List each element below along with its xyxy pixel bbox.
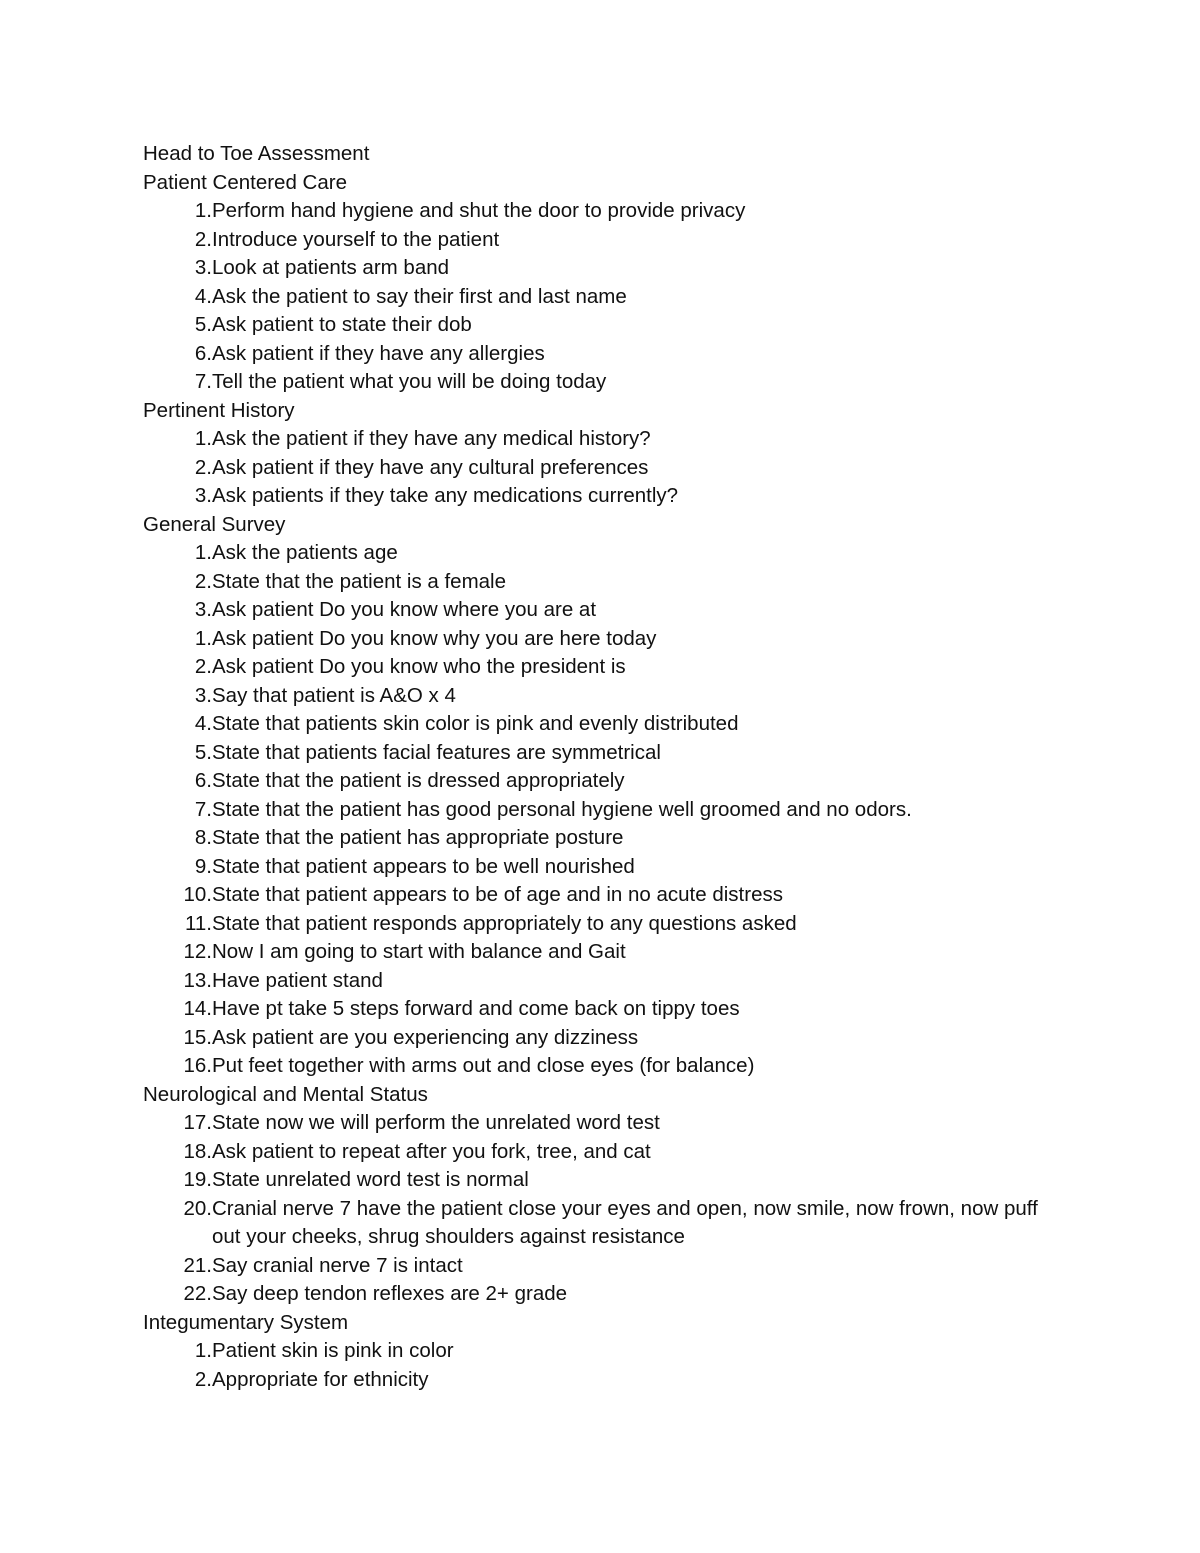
list-item-number: 17. bbox=[183, 1111, 212, 1134]
list-item bbox=[143, 739, 1083, 768]
list-item-text: Ask the patient to say their first and last name bbox=[212, 284, 627, 308]
list-item bbox=[143, 625, 1083, 654]
list-item bbox=[143, 653, 1083, 682]
list-item-number: 7. bbox=[194, 797, 212, 821]
list-item-number: 1. bbox=[194, 427, 212, 450]
numbered-list bbox=[143, 425, 1083, 511]
list-item bbox=[143, 710, 1083, 739]
list-item-number: 4. bbox=[194, 712, 212, 735]
list-item-number: 21. bbox=[183, 1253, 212, 1277]
list-item-text: State that patients skin color is pink and evenly distributed bbox=[212, 712, 739, 735]
list-item-number: 3. bbox=[194, 256, 212, 279]
list-item bbox=[143, 197, 1083, 226]
list-item bbox=[143, 539, 1083, 568]
list-item-text: Tell the patient what you will be doing today bbox=[212, 370, 607, 393]
list-item bbox=[143, 311, 1083, 340]
list-item-text: Now I am going to start with balance and Gait bbox=[212, 940, 626, 963]
list-item-number: 22. bbox=[183, 1282, 212, 1305]
list-item-text: Cranial nerve 7 have the patient close your eyes and open, now smile, now frown, now puff out your cheeks, shrug shoulders against resistance bbox=[212, 1196, 1038, 1248]
list-item bbox=[143, 1052, 1083, 1081]
list-item-number: 15. bbox=[183, 1025, 212, 1049]
list-item-text: Introduce yourself to the patient bbox=[212, 227, 500, 251]
list-item-text: Ask patient are you experiencing any dizziness bbox=[212, 1025, 639, 1049]
section bbox=[143, 1081, 1083, 1309]
list-item-text: Say cranial nerve 7 is intact bbox=[212, 1253, 463, 1277]
list-item-text: Ask patient Do you know who the president is bbox=[212, 655, 626, 678]
list-item-text: State that the patient is dressed appropriately bbox=[212, 769, 625, 792]
list-item-text: State now we will perform the unrelated word test bbox=[212, 1111, 660, 1134]
list-item-number: 13. bbox=[183, 968, 212, 992]
list-item bbox=[143, 1138, 1083, 1167]
list-item-number: 4. bbox=[194, 284, 212, 308]
list-item-text: State that patient responds appropriately to any questions asked bbox=[212, 911, 797, 935]
list-item-number: 7. bbox=[194, 370, 212, 393]
list-item bbox=[143, 853, 1083, 882]
list-item-text: State that the patient has appropriate posture bbox=[212, 826, 624, 849]
section-title: Patient Centered Care bbox=[143, 170, 347, 194]
list-item-number: 3. bbox=[194, 484, 212, 507]
list-item-text: Have patient stand bbox=[212, 968, 383, 992]
list-item-number: 3. bbox=[194, 683, 212, 707]
list-item-text: Ask patient if they have any cultural preferences bbox=[212, 455, 649, 479]
list-item bbox=[143, 881, 1083, 910]
list-item-number: 2. bbox=[194, 655, 212, 678]
list-item-text: Put feet together with arms out and close eyes (for balance) bbox=[212, 1054, 755, 1077]
list-item-number: 9. bbox=[194, 854, 212, 878]
list-item bbox=[143, 767, 1083, 796]
list-item-text: Perform hand hygiene and shut the door to provide privacy bbox=[212, 199, 746, 222]
list-item-text: Patient skin is pink in color bbox=[212, 1339, 454, 1362]
list-item-text: Ask patient Do you know where you are at bbox=[212, 598, 597, 621]
list-item-text: Ask patient if they have any allergies bbox=[212, 341, 545, 365]
list-item bbox=[143, 454, 1083, 483]
list-item bbox=[143, 368, 1083, 397]
list-item-number: 2. bbox=[194, 455, 212, 479]
section bbox=[143, 397, 1083, 511]
list-item-number: 1. bbox=[194, 199, 212, 222]
numbered-list bbox=[143, 1337, 1083, 1394]
list-item-text: Appropriate for ethnicity bbox=[212, 1367, 429, 1391]
sections-container bbox=[143, 169, 1083, 1395]
list-item bbox=[143, 425, 1083, 454]
list-item-text: State that patients facial features are symmetrical bbox=[212, 740, 661, 764]
list-item-text: State that the patient has good personal hygiene well groomed and no odors. bbox=[212, 797, 912, 821]
list-item-text: Ask patient to state their dob bbox=[212, 313, 472, 336]
list-item bbox=[143, 1366, 1083, 1395]
list-item-text: Have pt take 5 steps forward and come back on tippy toes bbox=[212, 997, 740, 1020]
list-item bbox=[143, 682, 1083, 711]
list-item-text: Ask patients if they take any medications currently? bbox=[212, 484, 679, 507]
list-item bbox=[143, 596, 1083, 625]
list-item bbox=[143, 1280, 1083, 1309]
list-item-number: 10. bbox=[183, 883, 212, 906]
list-item-number: 8. bbox=[194, 826, 212, 849]
list-item bbox=[143, 1166, 1083, 1195]
list-item-number: 18. bbox=[183, 1139, 212, 1163]
list-item bbox=[143, 1337, 1083, 1366]
section-title: General Survey bbox=[143, 512, 286, 536]
list-item-number: 2. bbox=[194, 569, 212, 593]
list-item bbox=[143, 938, 1083, 967]
list-item-number: 1. bbox=[194, 1339, 212, 1362]
list-item bbox=[143, 568, 1083, 597]
list-item-number: 2. bbox=[194, 1367, 212, 1391]
list-item bbox=[143, 796, 1083, 825]
list-item bbox=[143, 254, 1083, 283]
list-item-number: 6. bbox=[194, 769, 212, 792]
list-item-number: 19. bbox=[183, 1168, 212, 1191]
list-item-number: 6. bbox=[194, 341, 212, 365]
list-item-text: State unrelated word test is normal bbox=[212, 1168, 529, 1191]
section bbox=[143, 1309, 1083, 1395]
list-item-number: 11. bbox=[185, 911, 212, 935]
list-item bbox=[143, 967, 1083, 996]
list-item-number: 20. bbox=[183, 1196, 212, 1220]
list-item-text: Say deep tendon reflexes are 2+ grade bbox=[212, 1282, 568, 1305]
document-title: Head to Toe Assessment bbox=[143, 142, 370, 165]
list-item bbox=[143, 824, 1083, 853]
section bbox=[143, 511, 1083, 1081]
list-item-text: Ask the patients age bbox=[212, 541, 398, 564]
list-item-number: 2. bbox=[194, 227, 212, 251]
list-item bbox=[143, 995, 1083, 1024]
list-item bbox=[143, 482, 1083, 511]
list-item-number: 12. bbox=[183, 940, 212, 963]
list-item bbox=[143, 1109, 1083, 1138]
list-item-text: Look at patients arm band bbox=[212, 256, 450, 279]
section-title: Neurological and Mental Status bbox=[143, 1082, 428, 1106]
numbered-list bbox=[143, 197, 1083, 397]
list-item-number: 16. bbox=[183, 1054, 212, 1077]
list-item-number: 3. bbox=[194, 598, 212, 621]
list-item bbox=[143, 283, 1083, 312]
list-item-text: Ask the patient if they have any medical history? bbox=[212, 427, 651, 450]
list-item-number: 5. bbox=[194, 313, 212, 336]
list-item bbox=[143, 1024, 1083, 1053]
list-item-number: 1. bbox=[194, 541, 212, 564]
list-item bbox=[143, 1195, 1083, 1252]
list-item-number: 1. bbox=[194, 626, 212, 650]
list-item bbox=[143, 910, 1083, 939]
list-item bbox=[143, 226, 1083, 255]
list-item bbox=[143, 1252, 1083, 1281]
list-item-text: State that patient appears to be of age and in no acute distress bbox=[212, 883, 783, 906]
list-item-number: 14. bbox=[183, 997, 212, 1020]
list-item-text: Ask patient Do you know why you are here today bbox=[212, 626, 657, 650]
section-title: Integumentary System bbox=[143, 1310, 349, 1334]
numbered-list bbox=[143, 539, 1083, 1081]
list-item-number: 5. bbox=[194, 740, 212, 764]
list-item-text: Say that patient is A&O x 4 bbox=[212, 683, 456, 707]
section bbox=[143, 169, 1083, 397]
section-title: Pertinent History bbox=[143, 398, 295, 422]
list-item bbox=[143, 340, 1083, 369]
numbered-list bbox=[143, 1109, 1083, 1309]
list-item-text: Ask patient to repeat after you fork, tree, and cat bbox=[212, 1139, 651, 1163]
list-item-text: State that the patient is a female bbox=[212, 569, 507, 593]
document-body bbox=[143, 140, 1083, 1394]
list-item-text: State that patient appears to be well nourished bbox=[212, 854, 635, 878]
